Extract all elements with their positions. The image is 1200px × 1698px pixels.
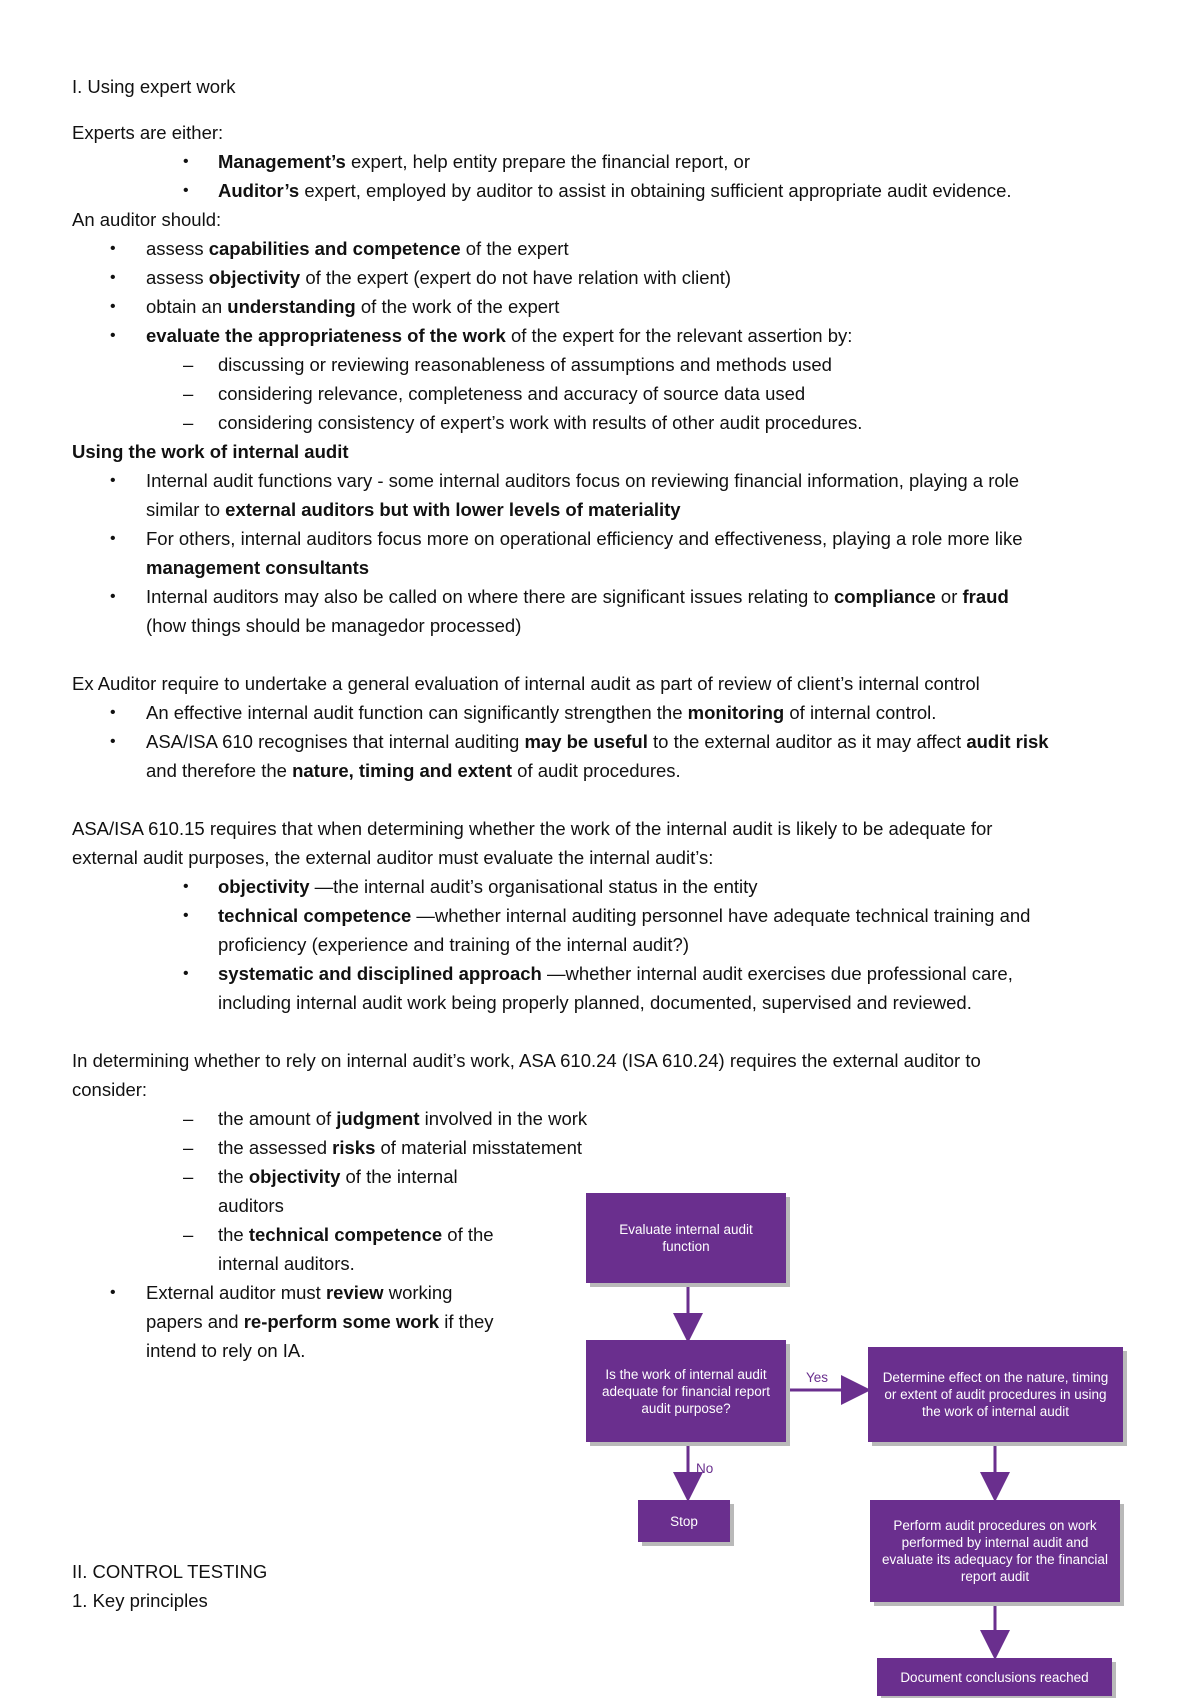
bullet-dot: • [110,472,116,489]
bullet-dot: • [110,530,116,547]
criterion-systematic-line2: including internal audit work being properly planned, documented, supervised and reviewed. [218,992,972,1013]
review-line1: External auditor must review working [146,1282,453,1303]
ex-auditor-item1: An effective internal audit function can significantly strengthen the monitoring of internal control. [146,702,937,723]
section1-heading: I. Using expert work [72,76,236,97]
bullet-dot: • [183,878,189,895]
bullet-dot: • [110,327,116,344]
bullet-dot: • [110,704,116,721]
consider-technical: the technical competence of the [218,1224,494,1245]
bullet-dot: • [110,733,116,750]
dash-marker: – [183,1166,194,1187]
criterion-systematic: systematic and disciplined approach —whether internal audit exercises due professional care, [218,963,1013,984]
flow-perform-box: Perform audit procedures on work performed by internal audit and evaluate its adequacy for the financial report audit [870,1500,1120,1602]
bullet-dot: • [183,153,189,170]
criterion-objectivity: objectivity —the internal audit’s organisational status in the entity [218,876,758,897]
consider-judgment: the amount of judgment involved in the work [218,1108,588,1129]
consider-objectivity-line2: auditors [218,1195,284,1216]
flow-no-label: No [696,1461,714,1476]
dash-marker: – [183,1137,194,1158]
bullet-dot: • [110,1284,116,1301]
ex-auditor-intro: Ex Auditor require to undertake a general evaluation of internal audit as part of review of client’s internal control [72,673,980,694]
experts-intro: Experts are either: [72,122,224,143]
dash-marker: – [183,1108,194,1129]
bullet-dot: • [183,907,189,924]
ex-auditor-item2-line2: and therefore the nature, timing and extent of audit procedures. [146,760,681,781]
isa610-24-line2: consider: [72,1079,148,1100]
flow-question-box: Is the work of internal audit adequate for financial report audit purpose? [586,1340,786,1442]
isa610-15-line2: external audit purposes, the external auditor must evaluate the internal audit’s: [72,847,714,868]
review-line3: intend to rely on IA. [146,1340,306,1361]
bullet-dot: • [183,182,189,199]
evaluate-subitem: discussing or reviewing reasonableness of assumptions and methods used [218,354,832,375]
ia-item1-line1: Internal audit functions vary - some internal auditors focus on reviewing financial information, playing a role [146,470,1020,491]
should-item: assess capabilities and competence of the expert [146,238,569,259]
bullet-dot: • [110,269,116,286]
bullet-dot: • [110,298,116,315]
should-item: assess objectivity of the expert (expert do not have relation with client) [146,267,732,288]
criterion-technical-line2: proficiency (experience and training of the internal audit?) [218,934,690,955]
consider-objectivity: the objectivity of the internal [218,1166,458,1187]
flow-stop-box: Stop [638,1500,730,1542]
should-item: evaluate the appropriateness of the work of the expert for the relevant assertion by: [146,325,853,346]
bullet-dot: • [110,240,116,257]
ia-item1-line2: similar to external auditors but with lower levels of materiality [146,499,681,520]
section2-heading: II. CONTROL TESTING [72,1561,268,1582]
ia-item2-line2: management consultants [146,557,370,578]
consider-risks: the assessed risks of material misstatement [218,1137,583,1158]
flow-yes-label: Yes [806,1370,829,1385]
dash-marker: – [183,412,194,433]
expert-type-management: Management’s expert, help entity prepare the financial report, or [218,151,750,172]
evaluate-subitem: considering relevance, completeness and accuracy of source data used [218,383,806,404]
criterion-technical: technical competence —whether internal auditing personnel have adequate technical training and [218,905,1031,926]
evaluate-subitem: considering consistency of expert’s work with results of other audit procedures. [218,412,863,433]
dash-marker: – [183,354,194,375]
ia-item2-line1: For others, internal auditors focus more on operational efficiency and effectiveness, playing a role more like [146,528,1023,549]
flow-evaluate-box: Evaluate internal audit function [586,1193,786,1283]
bullet-dot: • [110,588,116,605]
flow-determine-box: Determine effect on the nature, timing or extent of audit procedures in using the work of internal audit [868,1347,1123,1442]
isa610-24-line1: In determining whether to rely on internal audit’s work, ASA 610.24 (ISA 610.24) requires the external auditor to [72,1050,981,1071]
section2-sub: 1. Key principles [72,1590,208,1611]
expert-type-auditor: Auditor’s expert, employed by auditor to assist in obtaining sufficient appropriate audit evidence. [218,180,1012,201]
isa610-15-line1: ASA/ISA 610.15 requires that when determining whether the work of the internal audit is likely to be adequate for [72,818,993,839]
dash-marker: – [183,383,194,404]
consider-technical-line2: internal auditors. [218,1253,355,1274]
flow-document-box: Document conclusions reached [877,1658,1112,1696]
ia-item3-line2: (how things should be managedor processed) [146,615,522,636]
bullet-dot: • [183,965,189,982]
should-item: obtain an understanding of the work of the expert [146,296,560,317]
auditor-should-intro: An auditor should: [72,209,222,230]
ex-auditor-item2-line1: ASA/ISA 610 recognises that internal auditing may be useful to the external auditor as it may affect audit risk [146,731,1049,752]
dash-marker: – [183,1224,194,1245]
ia-item3-line1: Internal auditors may also be called on where there are significant issues relating to compliance or fraud [146,586,1009,607]
review-line2: papers and re-perform some work if they [146,1311,494,1332]
internal-audit-heading: Using the work of internal audit [72,441,349,462]
